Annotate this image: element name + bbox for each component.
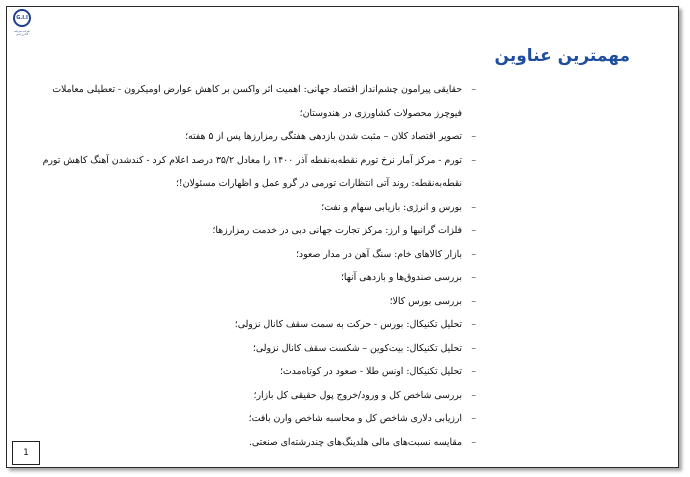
list-item-text: فلزات گرانبها و ارز: مرکز تجارت جهانی دبی در خدمت رمزارزها؛ xyxy=(212,225,462,236)
list-item-text: تورم - مرکز آمار نرخ تورم نقطه‌به‌نقطه آذر ۱۴۰۰ را معادل ۳۵/۲ درصد اعلام کرد - کندشدن آهنگ کاهش تورم نقطه‌به‌نقطه: روند آتی انتظارات تورمی در گرو عمل و اظهارات مسئولان!؛ xyxy=(42,154,462,189)
list-item-text: تحلیل تکنیکال: بیت‌کوین – شکست سقف کانال نزولی؛ xyxy=(252,342,462,354)
list-item xyxy=(40,313,476,337)
bullet-dash: – xyxy=(471,295,476,307)
list-item-text: تصویر اقتصاد کلان – مثبت شدن بازدهی هفتگی رمزارزها پس از ۵ هفته؛ xyxy=(185,131,462,142)
bullet-dash: – xyxy=(471,225,476,236)
bullet-dash: – xyxy=(471,436,476,448)
list-item-text: بررسی شاخص کل و ورود/خروج پول حقیقی کل بازار؛ xyxy=(253,389,462,401)
bullet-dash: – xyxy=(471,272,476,283)
list-item xyxy=(40,407,476,431)
headline-list xyxy=(40,78,476,454)
list-item xyxy=(40,125,476,149)
list-item-text: بررسی صندوق‌ها و بازدهی آنها؛ xyxy=(340,272,462,283)
list-item-text: ارزیابی دلاری شاخص کل و محاسبه شاخص وارن بافت؛ xyxy=(248,413,462,424)
list-item xyxy=(40,196,476,220)
bullet-dash: – xyxy=(471,319,476,330)
list-item xyxy=(40,360,476,384)
bullet-dash: – xyxy=(471,154,476,166)
list-item-text: تحلیل تکنیکال: بورس - حرکت به سمت سقف کانال نزولی؛ xyxy=(234,319,462,330)
page-title: مهمترین عناوین xyxy=(494,46,630,66)
list-item xyxy=(40,337,476,361)
list-item xyxy=(40,384,476,408)
page-number: 1 xyxy=(12,441,40,465)
list-item-text: تحلیل تکنیکال: اونس طلا - صعود در کوتاه‌مدت؛ xyxy=(279,366,462,377)
list-item xyxy=(40,290,476,314)
bullet-dash: – xyxy=(471,248,476,260)
bullet-dash: – xyxy=(471,389,476,401)
bullet-dash: – xyxy=(471,131,476,142)
bullet-dash: – xyxy=(471,413,476,424)
list-item-text: بررسی بورس کالا؛ xyxy=(389,295,462,307)
logo-caption: شرکت سرمایه گذاری غدیر xyxy=(14,30,30,36)
list-item-text: بورس و انرژی: بازیابی سهام و نفت؛ xyxy=(321,201,462,213)
list-item xyxy=(40,219,476,243)
list-item-text: بازار کالاهای خام: سنگ آهن در مدار صعود؛ xyxy=(295,248,462,260)
bullet-dash: – xyxy=(471,366,476,377)
list-item xyxy=(40,78,476,125)
list-item xyxy=(40,149,476,196)
list-item-text: حقایقی پیرامون چشم‌انداز اقتصاد جهانی: اهمیت اثر واکسن بر کاهش عوارض اومیکرون - تعطیلی معاملات فیوچرز محصولات کشاورزی در هندوستان؛ xyxy=(52,84,462,119)
bullet-dash: – xyxy=(471,84,476,95)
logo-emblem-icon: G.I.I xyxy=(13,9,31,27)
list-item-text: مقایسه نسبت‌های مالی هلدینگ‌های چندرشته‌ای صنعتی. xyxy=(248,436,462,448)
bullet-dash: – xyxy=(471,342,476,354)
bullet-dash: – xyxy=(471,201,476,213)
list-item xyxy=(40,431,476,455)
company-logo xyxy=(11,9,33,43)
list-item xyxy=(40,266,476,290)
list-item xyxy=(40,243,476,267)
